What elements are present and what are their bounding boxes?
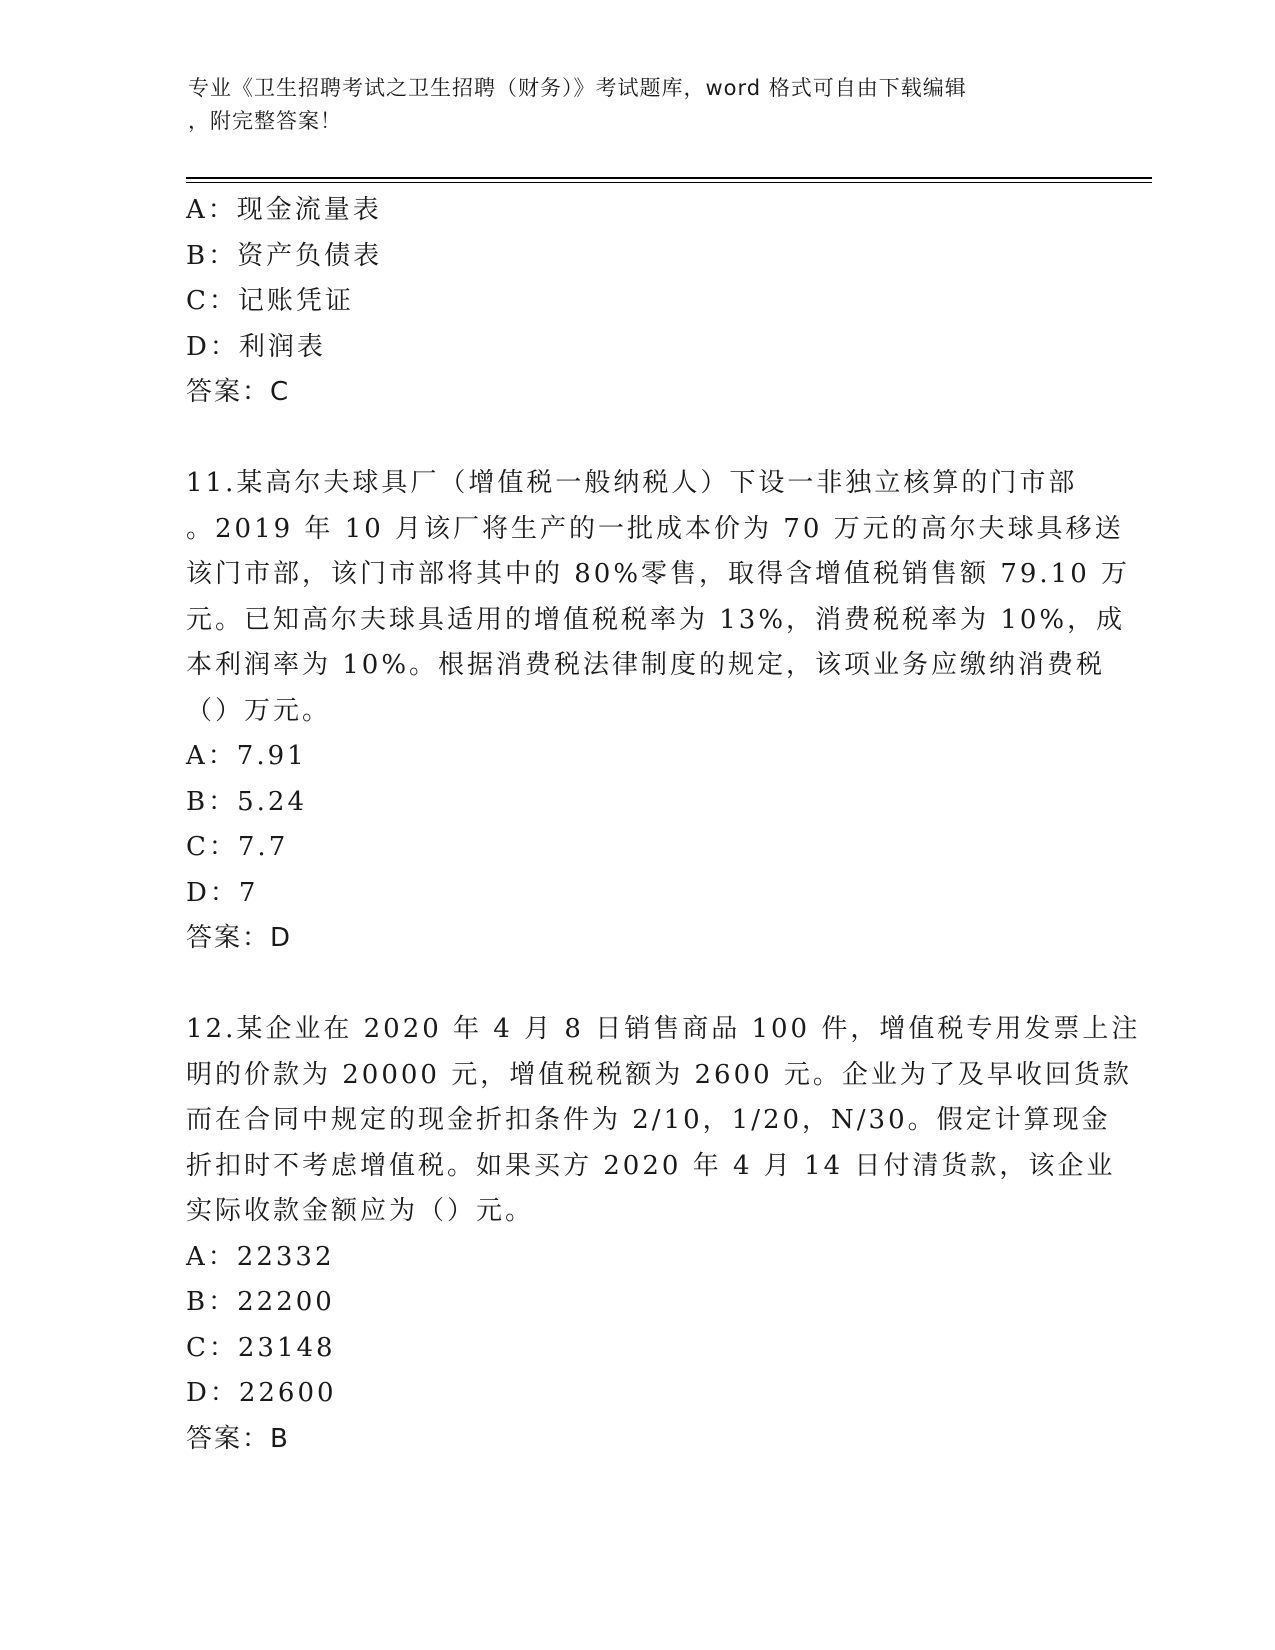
spacer (186, 962, 1086, 1008)
header-line-2: ，附完整答案！ (188, 109, 342, 133)
option-b: B：5.24 (186, 786, 307, 817)
document-header (188, 72, 1088, 138)
question-text-line: 。2019 年 10 月该厂将生产的一批成本价为 70 万元的高尔夫球具移送 (186, 513, 1124, 544)
option-d: D：7 (186, 877, 259, 908)
option-c: C：23148 (186, 1332, 336, 1363)
question-10 (186, 188, 1086, 416)
question-content (186, 188, 1141, 1462)
question-text-line: 该门市部，该门市部将其中的 80%零售，取得含增值税销售额 79.10 万 (186, 559, 1131, 589)
answer: 答案：D (186, 923, 293, 953)
header-divider-thick (186, 177, 1152, 179)
option-d: D：22600 (186, 1378, 337, 1408)
option-a: A：7.91 (186, 741, 307, 771)
question-text-line: 而在合同中规定的现金折扣条件为 2/10，1/20，N/30。假定计算现金 (186, 1105, 1111, 1135)
question-text-line: 12.某企业在 2020 年 4 月 8 日销售商品 100 件，增值税专用发票上注 (186, 1014, 1141, 1044)
option-a: A：22332 (186, 1241, 335, 1272)
option-b: B：22200 (186, 1287, 335, 1317)
question-text-line: 折扣时不考虑增值税。如果买方 2020 年 4 月 14 日付清货款，该企业 (186, 1150, 1116, 1181)
option-a: A：现金流量表 (186, 195, 382, 225)
question-11 (186, 461, 1131, 962)
question-12 (186, 1007, 1141, 1462)
question-text-line: 11.某高尔夫球具厂（增值税一般纳税人）下设一非独立核算的门市部 (186, 468, 1078, 498)
question-text-line: （）万元。 (186, 695, 332, 726)
question-text-line: 本利润率为 10%。根据消费税法律制度的规定，该项业务应缴纳消费税 (186, 650, 1106, 680)
question-text-line: 元。已知高尔夫球具适用的增值税税率为 13%，消费税税率为 10%，成 (186, 604, 1126, 635)
header-line-1: 专业《卫生招聘考试之卫生招聘（财务）》考试题库，word 格式可自由下载编辑 (188, 76, 967, 100)
header-divider-thin (186, 182, 1152, 183)
answer: 答案：B (186, 1423, 290, 1454)
option-d: D：利润表 (186, 331, 326, 362)
question-text-line: 明的价款为 20000 元，增值税税额为 2600 元。企业为了及早收回货款 (186, 1059, 1132, 1090)
answer: 答案：C (186, 377, 291, 407)
option-c: C：7.7 (186, 832, 289, 862)
option-c: C：记账凭证 (186, 286, 354, 316)
question-text-line: 实际收款金额应为（）元。 (186, 1196, 535, 1226)
option-b: B：资产负债表 (186, 240, 383, 271)
spacer (186, 416, 1086, 462)
